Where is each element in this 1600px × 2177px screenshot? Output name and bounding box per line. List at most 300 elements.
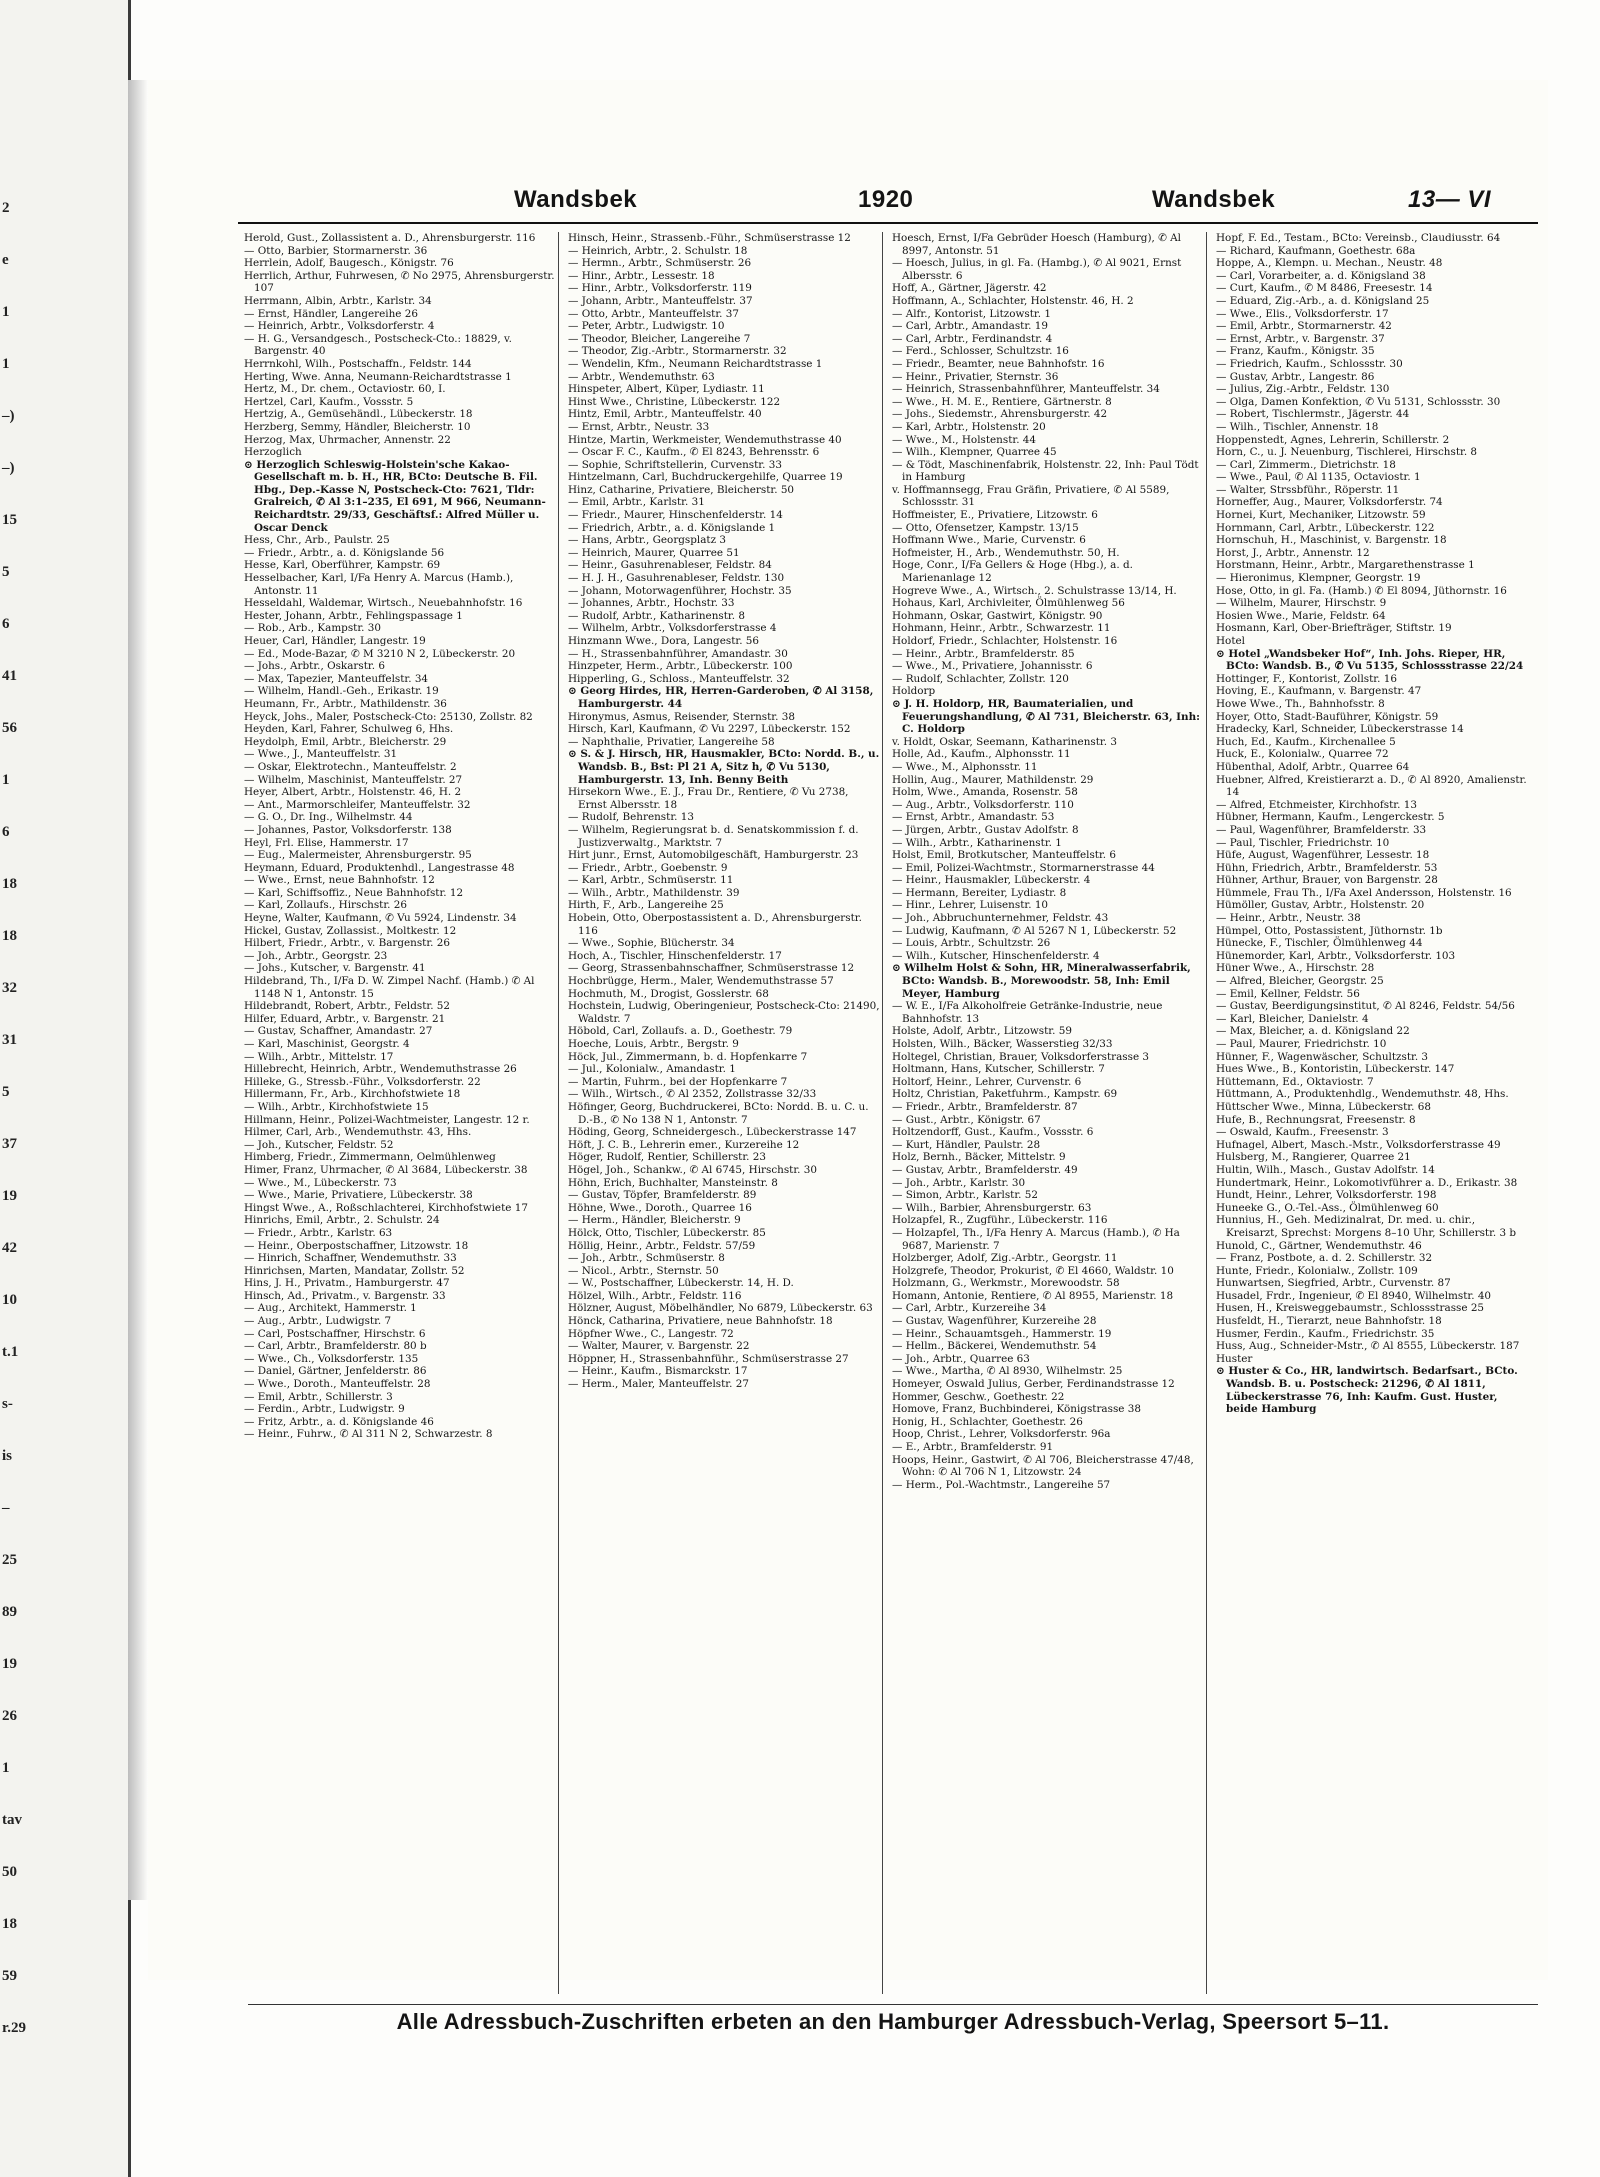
directory-entry: Herrmann, Albin, Arbtr., Karlstr. 34 [244,294,432,307]
directory-entry: — Karl, Arbtr., Holstenstr. 20 [892,420,1046,433]
directory-entry: — Heinr., Oberpostschaffner, Litzowstr. 18 [244,1239,469,1252]
directory-entry: Hinsch, Heinr., Strassenb.-Führ., Schmüserstrasse 12 [568,232,851,244]
directory-entry: — Joh., Arbtr., Georgstr. 23 [244,949,388,962]
directory-entry: — Eduard, Zig.-Arb., a. d. Königsland 25 [1216,294,1430,307]
directory-entry: Hosien Wwe., Marie, Feldstr. 64 [1216,609,1386,622]
directory-entry: Hundertmark, Heinr., Lokomotivführer a. D., Erikastr. 38 [1216,1176,1518,1189]
directory-entry: — Friedr., Beamter, neue Bahnhofstr. 16 [892,357,1105,370]
directory-entry: — Franz, Postbote, a. d. 2. Schillerstr. 32 [1216,1252,1433,1265]
directory-entry: — & Tödt, Maschinenfabrik, Holstenstr. 22, Inh: Paul Tödt in Hamburg [892,458,1199,484]
directory-entry: — Joh., Arbtr., Schmüserstr. 8 [568,1252,725,1265]
directory-entry: Hertzig, A., Gemüsehändl., Lübeckerstr. 18 [244,408,473,421]
directory-entry: Hillmann, Heinr., Polizei-Wachtmeister, Langestr. 12 r. [244,1113,530,1126]
directory-entry: — Paul, Wagenführer, Bramfelderstr. 33 [1216,823,1427,836]
directory-entry: — Otto, Ofensetzer, Kampstr. 13/15 [892,521,1079,534]
directory-entry: — Emil, Arbtr., Schillerstr. 3 [244,1390,393,1403]
directory-entry: Holdorf, Friedr., Schlachter, Holstenstr. 16 [892,635,1118,647]
directory-entry: Husfeldt, H., Tierarzt, neue Bahnhofstr. 18 [1216,1315,1442,1328]
directory-entry: — Aug., Arbtr., Volksdorferstr. 110 [892,798,1074,811]
directory-entry: Holtmann, Hans, Kutscher, Schillerstr. 7 [892,1063,1105,1076]
directory-entry: — Arbtr., Wendemuthstr. 63 [568,370,715,383]
directory-entry: Hintzelmann, Carl, Buchdruckergehilfe, Quarree 19 [568,471,843,484]
directory-entry: — Wwe., M., Lübeckerstr. 73 [244,1176,397,1189]
directory-entry: Huebner, Alfred, Kreistierarzt a. D., ✆ Al 8920, Amalienstr. 14 [1216,773,1527,799]
directory-entry: Höfinger, Georg, Buchdruckerei, BCto: Nordd. B. u. C. u. D.-B., ✆ No 138 N 1, Antonstr. 7 [568,1100,869,1126]
directory-entry: Holzgrefe, Theodor, Prokurist, ✆ El 4660, Waldstr. 10 [892,1264,1174,1277]
directory-entry: — Simon, Arbtr., Karlstr. 52 [892,1189,1038,1202]
book-gutter [128,80,148,1900]
directory-entry: Hüner Wwe., A., Hirschstr. 28 [1216,962,1375,975]
directory-entry: Holz, Bernh., Bäcker, Mittelstr. 9 [892,1151,1066,1164]
directory-entry: v. Hoffmannsegg, Frau Gräfin, Privatiere, ✆ Al 5589, Schlossstr. 31 [892,483,1170,509]
directory-entry: — Otto, Barbier, Stormarnerstr. 36 [244,244,428,257]
directory-entry: Heumann, Fr., Arbtr., Mathildenstr. 36 [244,697,447,710]
directory-entry: Hosmann, Karl, Ober-Briefträger, Stiftstr. 19 [1216,622,1452,635]
directory-entry: — Wwe., Ernst, neue Bahnhofstr. 12 [244,874,435,887]
directory-entry: — Aug., Arbtr., Ludwigstr. 7 [244,1315,392,1328]
directory-entry: Herold, Gust., Zollassistent a. D., Ahrensburgerstr. 116 [244,232,536,244]
directory-entry: — Emil, Kellner, Feldstr. 56 [1216,987,1360,1000]
directory-entry: Holtegel, Christian, Brauer, Volksdorferstrasse 3 [892,1050,1150,1063]
adjacent-page-fragment: s- [2,1396,13,1412]
directory-entry: Holste, Adolf, Arbtr., Litzowstr. 59 [892,1025,1072,1038]
directory-entry: — Heinr., Hausmakler, Lübeckerstr. 4 [892,874,1091,887]
directory-entry: Heyden, Karl, Fahrer, Schulweg 6, Hhs. [244,723,454,736]
directory-entry: Hornschuh, H., Maschinist, v. Bargenstr. 18 [1216,534,1447,547]
directory-entry: Hommer, Geschw., Goethestr. 22 [892,1390,1065,1403]
directory-entry: — Oscar F. C., Kaufm., ✆ El 8243, Behrensstr. 6 [568,446,820,459]
directory-entry: — Richard, Kaufmann, Goethestr. 68a [1216,244,1416,257]
directory-entry: Hingst Wwe., A., Roßschlachterei, Kirchhofstwiete 17 [244,1201,528,1214]
directory-entry: — Johs., Kutscher, v. Bargenstr. 41 [244,962,426,975]
directory-entry: — Hermn., Arbtr., Schmüserstr. 26 [568,257,752,270]
adjacent-page-fragment: 50 [2,1864,17,1880]
directory-entry: Hoge, Conr., I/Fa Gellers & Hoge (Hbg.), a. d. Marienanlage 12 [892,559,1133,585]
directory-entry: Hünner, F., Wagenwäscher, Schultzstr. 3 [1216,1050,1429,1063]
directory-entry: Heyer, Albert, Arbtr., Holstenstr. 46, H. 2 [244,786,462,799]
directory-entry: Holle, Ad., Kaufm., Alphonsstr. 11 [892,748,1071,761]
directory-entry: Himer, Franz, Uhrmacher, ✆ Al 3684, Lübeckerstr. 38 [244,1163,528,1176]
directory-entry: — Fritz, Arbtr., a. d. Königslande 46 [244,1415,434,1428]
directory-entry: — Wilhelm, Maurer, Hirschstr. 9 [1216,597,1387,610]
directory-entry: — Wilh., Kutscher, Hinschenfelderstr. 4 [892,949,1100,962]
directory-entry: — Walter, Maurer, v. Bargenstr. 22 [568,1340,750,1353]
adjacent-page-fragment: 19 [2,1188,17,1204]
adjacent-page-fragment: 32 [2,980,17,996]
directory-entry: Höhn, Erich, Buchhalter, Mansteinstr. 8 [568,1176,778,1189]
directory-entry: — Heinrich, Maurer, Quarree 51 [568,546,740,559]
directory-entry: — Heinr., Kaufm., Bismarckstr. 17 [568,1365,748,1378]
directory-entry: Hesselbacher, Karl, I/Fa Henry A. Marcus (Hamb.), Antonstr. 11 [244,572,514,597]
directory-entry: — Ant., Marmorschleifer, Manteuffelstr. 32 [244,798,471,811]
directory-entry: Holdorp [892,685,936,698]
adjacent-page-fragment: 1 [2,304,10,320]
directory-entry: — Gustav, Arbtr., Langestr. 86 [1216,370,1375,383]
directory-entry: — Emil, Arbtr., Karlstr. 31 [568,496,705,509]
directory-entry: — Louis, Arbtr., Schultzstr. 26 [892,937,1051,950]
directory-entry: — Hinrich, Schaffner, Wendemuthstr. 33 [244,1252,457,1265]
directory-entry: — Ernst, Arbtr., Amandastr. 53 [892,811,1055,824]
directory-columns [242,232,1538,1994]
adjacent-page-fragment: r.29 [2,2020,27,2036]
directory-entry: Hölck, Otto, Tischler, Lübeckerstr. 85 [568,1226,766,1239]
directory-entry: — Wilh., Arbtr., Mathildenstr. 39 [568,886,740,899]
directory-entry: Hunte, Friedr., Kolonialw., Zollstr. 109 [1216,1264,1418,1277]
directory-entry: Herzoglich [244,446,302,459]
directory-entry: — Carl, Postschaffner, Hirschstr. 6 [244,1327,426,1340]
adjacent-page-fragment: 10 [2,1292,17,1308]
directory-entry: Hümmele, Frau Th., I/Fa Axel Andersson, Holstenstr. 16 [1216,886,1512,899]
directory-entry: — Walter, Strssbführ., Röperstr. 11 [1216,483,1400,496]
page-number: 13— VI [1408,186,1492,213]
directory-entry: — Carl, Vorarbeiter, a. d. Königsland 38 [1216,269,1426,282]
directory-entry: Huster [1216,1352,1253,1365]
adjacent-page-fragment: 6 [2,824,10,840]
directory-entry: — Gustav, Töpfer, Bramfelderstr. 89 [568,1189,757,1202]
directory-entry: — Hinr., Arbtr., Volksdorferstr. 119 [568,282,752,295]
directory-entry: — Curt, Kaufm., ✆ M 8486, Freesestr. 14 [1216,282,1433,295]
directory-entry: — Heinrich, Arbtr., Volksdorferstr. 4 [244,320,435,333]
directory-entry: — Wilhelm, Maschinist, Manteuffelstr. 27 [244,773,463,786]
directory-entry: Höck, Jul., Zimmermann, b. d. Hopfenkarre 7 [568,1050,808,1063]
directory-entry: Hufe, B., Rechnungsrat, Freesenstr. 8 [1216,1113,1416,1126]
directory-entry: Hohmann, Heinr., Arbtr., Schwarzestr. 11 [892,622,1111,635]
directory-entry: Himberg, Friedr., Zimmermann, Oelmühlenweg [244,1151,496,1164]
directory-entry: Heydolph, Emil, Arbtr., Bleicherstr. 29 [244,735,447,748]
directory-entry: Hironymus, Asmus, Reisender, Sternstr. 38 [568,710,795,723]
directory-entry: Hoop, Christ., Lehrer, Volksdorferstr. 96a [892,1428,1111,1441]
directory-entry: Heyl, Frl. Elise, Hammerstr. 17 [244,836,409,849]
directory-entry: — Wwe., Paul, ✆ Al 1135, Octaviostr. 1 [1216,471,1421,484]
directory-entry: — Emil, Arbtr., Stormarnerstr. 42 [1216,320,1392,333]
directory-entry: Hildebrandt, Robert, Arbtr., Feldstr. 52 [244,1000,451,1013]
directory-entry: — Naphthalie, Privatier, Langereihe 58 [568,735,775,748]
adjacent-page-fragment: 18 [2,876,17,892]
adjacent-page-fragment: tav [2,1812,22,1828]
directory-entry: — H. J. H., Gasuhrenableser, Feldstr. 130 [568,572,785,585]
directory-entry: — Theodor, Bleicher, Langereihe 7 [568,332,751,345]
directory-entry: — Johs., Arbtr., Oskarstr. 6 [244,660,385,673]
adjacent-page-fragment: 1 [2,356,10,372]
directory-entry: — Friedr., Arbtr., Bramfelderstr. 87 [892,1100,1078,1113]
directory-entry: Herrlein, Adolf, Baugesch., Königstr. 76 [244,257,454,270]
footer-notice: Alle Adressbuch-Zuschriften erbeten an den Hamburger Adressbuch-Verlag, Speersort 5–11. [248,2004,1538,2039]
directory-entry: — Aug., Architekt, Hammerstr. 1 [244,1302,417,1315]
directory-entry: — Gust., Arbtr., Königstr. 67 [892,1113,1041,1126]
directory-entry: — Wwe., J., Manteuffelstr. 31 [244,748,398,761]
directory-entry: — Gustav, Arbtr., Bramfelderstr. 49 [892,1163,1078,1176]
directory-entry: Höft, J. C. B., Lehrerin emer., Kurzereihe 12 [568,1138,800,1151]
directory-entry: — Max, Tapezier, Manteuffelstr. 34 [244,672,429,685]
directory-entry: Hübner, Hermann, Kaufm., Lengerckestr. 5 [1216,811,1445,824]
directory-entry: — Rudolf, Behrenstr. 13 [568,811,694,824]
directory-entry: Homeyer, Oswald Julius, Gerber, Ferdinandstrasse 12 [892,1378,1175,1391]
directory-entry: Hottinger, F., Kontorist, Zollstr. 16 [1216,672,1397,685]
directory-entry: Heyck, Johs., Maler, Postscheck-Cto: 25130, Zollstr. 82 [244,710,533,723]
directory-entry: Hues Wwe., B., Kontoristin, Lübeckerstr. 147 [1216,1063,1455,1076]
directory-entry: — Heinrich, Arbtr., 2. Schulstr. 18 [568,244,748,257]
directory-entry: Högel, Joh., Schankw., ✆ Al 6745, Hirschstr. 30 [568,1163,817,1176]
directory-entry: Hins, J. H., Privatm., Hamburgerstr. 47 [244,1277,450,1290]
directory-entry: — Ernst, Arbtr., v. Bargenstr. 37 [1216,332,1385,345]
directory-entry: — Wilh., Arbtr., Mittelstr. 17 [244,1050,394,1063]
directory-entry: — Wwe., Marie, Privatiere, Lübeckerstr. 38 [244,1189,473,1202]
directory-entry: — Herm., Maler, Manteuffelstr. 27 [568,1378,749,1391]
directory-entry: Hoch, A., Tischler, Hinschenfelderstr. 17 [568,949,782,962]
directory-entry: Hess, Chr., Arb., Paulstr. 25 [244,534,390,547]
directory-entry: ⊙ Herzoglich Schleswig-Holstein'sche Kakao-Gesellschaft m. b. H., HR, BCto: Deutsche B. Fil. Hbg., Dep.-Kasse N, Postscheck-Cto: 7621, Tldr: Gralreich, ✆ Al 3:1–235, El 691, M 966, Neumann-Reichardtstr. 29/33, Geschäftsf.: Alfred Müller u. Oscar Denck [244,458,546,534]
directory-entry: Hinrichs, Emil, Arbtr., 2. Schulstr. 24 [244,1214,440,1227]
directory-entry: Hundt, Heinr., Lehrer, Volksdorferstr. 198 [1216,1189,1437,1202]
directory-entry: Herting, Wwe. Anna, Neumann-Reichardtstrasse 1 [244,370,512,383]
directory-entry: — Ernst, Arbtr., Neustr. 33 [568,420,710,433]
directory-entry: — Herm., Händler, Bleicherstr. 9 [568,1214,741,1227]
directory-entry: Horneffer, Aug., Maurer, Volksdorferstr. 74 [1216,496,1443,509]
directory-entry: — Wilh., Barbier, Ahrensburgerstr. 63 [892,1201,1092,1214]
directory-entry: — Kurt, Händler, Paulstr. 28 [892,1138,1041,1151]
directory-entry: Hümöller, Gustav, Arbtr., Holstenstr. 20 [1216,899,1425,912]
directory-entry: — Hans, Arbtr., Georgsplatz 3 [568,534,726,547]
directory-entry: — Rudolf, Arbtr., Katharinenstr. 8 [568,609,745,622]
directory-entry: Hradecky, Karl, Schneider, Lübeckerstrasse 14 [1216,723,1464,736]
directory-entry: — Carl, Zimmerm., Dietrichstr. 18 [1216,458,1396,471]
directory-entry: Hünemorder, Karl, Arbtr., Volksdorferstr. 103 [1216,949,1456,962]
adjacent-page-fragment: 89 [2,1604,17,1620]
directory-entry: — Olga, Damen Konfektion, ✆ Vu 5131, Schlossstr. 30 [1216,395,1501,408]
directory-entry: — Rob., Arb., Kampstr. 30 [244,622,381,635]
directory-entry: — Peter, Arbtr., Ludwigstr. 10 [568,320,725,333]
directory-entry: ⊙ J. H. Holdorp, HR, Baumaterialien, und Feuerungshandlung, ✆ Al 731, Bleicherstr. 63, Inh: C. Holdorp [892,697,1200,736]
directory-entry: — Herm., Pol.-Wachtmstr., Langereihe 57 [892,1478,1111,1491]
directory-entry: Hinzpeter, Herm., Arbtr., Lübeckerstr. 100 [568,660,793,673]
directory-entry: Hofmeister, H., Arb., Wendemuthstr. 50, H. [892,546,1120,559]
directory-entry: Howe Wwe., Th., Bahnhofsstr. 8 [1216,697,1385,710]
directory-entry: Hintze, Martin, Werkmeister, Wendemuthstrasse 40 [568,433,842,446]
directory-entry: — Daniel, Gärtner, Jenfelderstr. 86 [244,1365,427,1378]
directory-entry: Hilbert, Friedr., Arbtr., v. Bargenstr. 26 [244,937,451,950]
directory-entry: Holzberger, Adolf, Zig.-Arbtr., Georgstr. 11 [892,1252,1118,1265]
directory-entry: ⊙ S. & J. Hirsch, HR, Hausmakler, BCto: Nordd. B., u. Wandsb. B., Bst: Pl 21 A, Sitz h, ✆ Vu 5130, Hamburgerstr. 13, Inh. Benny Beith [568,748,880,786]
directory-entry: — Johannes, Arbtr., Hochstr. 33 [568,597,735,610]
directory-entry: — Franz, Kaufm., Königstr. 35 [1216,345,1375,358]
directory-entry: Hunnius, H., Geh. Medizinalrat, Dr. med. u. chir., Kreisarzt, Sprechst: Morgens 8–10 Uhr, Schillerstr. 3 b [1216,1214,1517,1239]
directory-entry: — Karl, Arbtr., Schmüserstr. 11 [568,874,734,887]
directory-entry: — Friedr., Arbtr., Karlstr. 63 [244,1226,393,1239]
directory-entry: — Wilh., Arbtr., Katharinenstr. 1 [892,836,1062,849]
directory-entry: Hoff, A., Gärtner, Jägerstr. 42 [892,282,1047,295]
directory-entry: — G. O., Dr. Ing., Wilhelmstr. 44 [244,811,413,824]
directory-entry: Holsten, Wilh., Bäcker, Wasserstieg 32/33 [892,1038,1113,1050]
directory-entry: — Johann, Arbtr., Manteuffelstr. 37 [568,294,753,307]
directory-entry: — Wilh., Klempner, Quarree 45 [892,446,1057,459]
directory-entry: Hirsekorn Wwe., E. J., Frau Dr., Rentiere, ✆ Vu 2738, Ernst Albersstr. 18 [568,786,849,811]
directory-entry: Holm, Wwe., Amanda, Rosenstr. 58 [892,786,1078,799]
directory-entry: — Wilhelm, Arbtr., Volksdorferstrasse 4 [568,622,777,635]
directory-entry: — Wendelin, Kfm., Neumann Reichardtstrasse 1 [568,357,823,370]
adjacent-page-fragment: 59 [2,1968,17,1984]
directory-entry: Hoesch, Ernst, I/Fa Gebrüder Hoesch (Hamburg), ✆ Al 8997, Antonstr. 51 [892,232,1181,257]
directory-entry: — Carl, Arbtr., Bramfelderstr. 80 b [244,1340,427,1353]
directory-entry: Holtorf, Heinr., Lehrer, Curvenstr. 6 [892,1075,1082,1088]
adjacent-page-fragment: 6 [2,616,10,632]
directory-entry: Hölzel, Wilh., Arbtr., Feldstr. 116 [568,1289,742,1302]
directory-entry: Holtz, Christian, Paketfuhrm., Kampstr. 69 [892,1088,1118,1101]
directory-entry: Huss, Aug., Schneider-Mstr., ✆ Al 8555, Lübeckerstr. 187 [1216,1340,1520,1353]
directory-entry: — Heinr., Privatier, Sternstr. 36 [892,370,1059,383]
directory-entry: — Wilhelm, Regierungsrat b. d. Senatskommission f. d. Justizverwaltg., Marktstr. 7 [568,823,859,849]
directory-entry: — Gustav, Wagenführer, Kurzereihe 28 [892,1315,1097,1328]
directory-entry: Hoops, Heinr., Gastwirt, ✆ Al 706, Bleicherstrasse 47/48, Wohn: ✆ Al 706 N 1, Litzowstr. 24 [892,1453,1194,1479]
directory-entry: — Wilh., Tischler, Annenstr. 18 [1216,420,1379,433]
adjacent-page-fragment: –) [2,408,15,424]
directory-entry: Heuer, Carl, Händler, Langestr. 19 [244,635,426,647]
directory-entry: — Friedr., Arbtr., Goebenstr. 9 [568,861,728,874]
directory-entry: — Emil, Polizei-Wachtmstr., Stormarnerstrasse 44 [892,861,1155,874]
directory-entry: Hotel [1216,635,1245,647]
directory-entry: — Rudolf, Schlachter, Zollstr. 120 [892,672,1069,685]
directory-entry: — Ferd., Schlosser, Schultzstr. 16 [892,345,1069,358]
directory-entry: Hühn, Friedrich, Arbtr., Bramfelderstr. 53 [1216,861,1438,874]
directory-entry: Hinzmann Wwe., Dora, Langestr. 56 [568,635,760,647]
directory-entry: Hochbrügge, Herm., Maler, Wendemuthstrasse 57 [568,975,834,988]
directory-entry: Hobein, Otto, Oberpostassistent a. D., Ahrensburgerstr. 116 [568,912,862,937]
directory-entry: Hohmann, Oskar, Gastwirt, Königstr. 90 [892,609,1103,622]
directory-entry: — Alfred, Bleicher, Georgstr. 25 [1216,975,1384,988]
directory-entry: — Robert, Tischlermstr., Jägerstr. 44 [1216,408,1410,421]
directory-entry: — Wwe., Ch., Volksdorferstr. 135 [244,1352,419,1365]
adjacent-page-fragment: 5 [2,564,10,580]
directory-entry: v. Holdt, Oskar, Seemann, Katharinenstr. 3 [892,735,1117,748]
directory-entry: Huch, Ed., Kaufm., Kirchenallee 5 [1216,735,1396,748]
directory-entry: — Hieronimus, Klempner, Georgstr. 19 [1216,572,1421,585]
directory-entry: Hesse, Karl, Oberführer, Kampstr. 69 [244,559,441,572]
directory-entry: — Sophie, Schriftstellerin, Curvenstr. 33 [568,458,782,471]
directory-entry: — Wilh., Wirtsch., ✆ Al 2352, Zollstrasse 32/33 [568,1088,817,1101]
adjacent-page-edge [0,0,131,2177]
adjacent-page-fragment: 19 [2,1656,17,1672]
directory-entry: — Wwe., Doroth., Manteuffelstr. 28 [244,1378,431,1391]
adjacent-page-fragment: 42 [2,1240,17,1256]
directory-entry: — Julius, Zig.-Arbtr., Feldstr. 130 [1216,383,1390,396]
directory-entry: — Alfred, Etchmeister, Kirchhofstr. 13 [1216,798,1417,811]
directory-entry: — Hinr., Lehrer, Luisenstr. 10 [892,899,1049,912]
directory-entry: — Alfr., Kontorist, Litzowstr. 1 [892,307,1051,320]
adjacent-page-fragment: 25 [2,1552,17,1568]
directory-entry: Hüttscher Wwe., Minna, Lübeckerstr. 68 [1216,1100,1431,1113]
directory-entry: — Karl, Maschinist, Georgstr. 4 [244,1038,410,1050]
directory-entry: Hornei, Kurt, Mechaniker, Litzowstr. 59 [1216,509,1426,522]
directory-entry: Hinst Wwe., Christine, Lübeckerstr. 122 [568,395,781,408]
column-2 [566,232,883,1994]
directory-entry: Hilfer, Eduard, Arbtr., v. Bargenstr. 21 [244,1012,446,1025]
adjacent-page-fragment: 2 [2,200,10,216]
directory-entry: Höllig, Heinr., Arbtr., Feldstr. 57/59 [568,1239,756,1252]
directory-entry: — Ed., Mode-Bazar, ✆ M 3210 N 2, Lübeckerstr. 20 [244,647,516,660]
directory-entry: — Johs., Siedemstr., Ahrensburgerstr. 42 [892,408,1108,421]
directory-entry: Hulsberg, M., Rangierer, Quarree 21 [1216,1151,1411,1164]
directory-entry: Höbold, Carl, Zollaufs. a. D., Goethestr. 79 [568,1025,793,1038]
directory-entry: Hinz, Catharine, Privatiere, Bleicherstr. 50 [568,483,795,496]
directory-entry: — Oskar, Elektrotechn., Manteuffelstr. 2 [244,760,457,773]
directory-entry: Hoffmann, A., Schlachter, Holstenstr. 46, H. 2 [892,294,1134,307]
adjacent-page-fragment: –) [2,460,15,476]
adjacent-page-fragment: 37 [2,1136,17,1152]
page-header [238,182,1538,224]
directory-entry: Hüttemann, Ed., Oktaviostr. 7 [1216,1075,1374,1088]
directory-entry: — Nicol., Arbtr., Sternstr. 50 [568,1264,719,1277]
directory-entry: Hillebrecht, Heinrich, Arbtr., Wendemuthstrasse 26 [244,1063,517,1076]
directory-entry: Hümpel, Otto, Postassistent, Jüthornstr. 1b [1216,924,1443,937]
adjacent-page-fragment: 31 [2,1032,17,1048]
directory-entry: — Wwe., Martha, ✆ Al 8930, Wilhelmstr. 25 [892,1365,1123,1378]
directory-entry: — Jul., Kolonialw., Amandastr. 1 [568,1063,736,1076]
directory-entry: Höding, Georg, Schneidergesch., Lübeckerstrasse 147 [568,1126,857,1139]
directory-entry: Hoyer, Otto, Stadt-Bauführer, Königstr. 59 [1216,710,1439,723]
directory-entry: Hirt junr., Ernst, Automobilgeschäft, Hamburgerstr. 23 [568,849,859,862]
directory-entry: Hertz, M., Dr. chem., Octaviostr. 60, I. [244,383,446,396]
directory-entry: ⊙ Wilhelm Holst & Sohn, HR, Mineralwasserfabrik, BCto: Wandsb. B., Morewoodstr. 58, Inh: Emil Meyer, Hamburg [892,962,1191,1000]
directory-entry: Husadel, Frdr., Ingenieur, ✆ El 8940, Wilhelmstr. 40 [1216,1289,1492,1302]
directory-entry: Hertzel, Carl, Kaufm., Vossstr. 5 [244,395,414,408]
directory-entry: — Gustav, Beerdigungsinstitut, ✆ Al 8246, Feldstr. 54/56 [1216,1000,1515,1013]
directory-entry: Hopf, F. Ed., Testam., BCto: Vereinsb., Claudiusstr. 64 [1216,232,1501,244]
directory-entry: Hühner, Arthur, Brauer, von Bargenstr. 28 [1216,874,1438,887]
directory-entry: — Wwe., Sophie, Blücherstr. 34 [568,937,735,950]
directory-entry: Hohaus, Karl, Archivleiter, Ölmühlenweg 56 [892,597,1125,610]
directory-entry: Horstmann, Heinr., Arbtr., Margarethenstrasse 1 [1216,559,1475,572]
adjacent-page-fragment: is [2,1448,13,1464]
directory-entry: — Karl, Zollaufs., Hirschstr. 26 [244,899,407,912]
directory-entry: Holst, Emil, Brotkutscher, Manteuffelstr. 6 [892,849,1117,862]
directory-entry: Homann, Antonie, Rentiere, ✆ Al 8955, Marienstr. 18 [892,1289,1174,1302]
directory-entry: — Ludwig, Kaufmann, ✆ Al 5267 N 1, Lübeckerstr. 52 [892,924,1177,937]
directory-entry: — Hermann, Bereiter, Lydiastr. 8 [892,886,1067,899]
directory-entry: — Jürgen, Arbtr., Gustav Adolfstr. 8 [892,823,1079,836]
directory-entry: Hinspeter, Albert, Küper, Lydiastr. 11 [568,383,765,396]
adjacent-page-fragment: 26 [2,1708,17,1724]
directory-entry: — W., Postschaffner, Lübeckerstr. 14, H. D. [568,1277,794,1290]
adjacent-page-fragment: 1 [2,772,10,788]
directory-entry: Herrnkohl, Wilh., Postschaffn., Feldstr. 144 [244,357,472,370]
directory-entry: Huneeke G., O.-Tel.-Ass., Ölmühlenweg 60 [1216,1201,1439,1214]
directory-entry: Hirth, F., Arb., Langereihe 25 [568,899,724,912]
directory-entry: Honig, H., Schlachter, Goethestr. 26 [892,1415,1083,1428]
directory-entry: Hickel, Gustav, Zollassist., Moltkestr. 12 [244,924,457,937]
directory-entry: Hinsch, Ad., Privatm., v. Bargenstr. 33 [244,1289,446,1302]
directory-entry: Heyne, Walter, Kaufmann, ✆ Vu 5924, Lindenstr. 34 [244,912,517,925]
directory-entry: — Heinr., Schauamtsgeh., Hammerstr. 19 [892,1327,1112,1340]
directory-entry: Hornmann, Carl, Arbtr., Lübeckerstr. 122 [1216,521,1435,534]
directory-entry: Horst, J., Arbtr., Annenstr. 12 [1216,546,1370,559]
directory-entry: — Joh., Abbruchunternehmer, Feldstr. 43 [892,912,1109,925]
directory-entry: — Theodor, Zig.-Arbtr., Stormarnerstr. 32 [568,345,787,358]
directory-entry: — Wwe., Elis., Volksdorferstr. 17 [1216,307,1389,320]
directory-entry: — Joh., Kutscher, Feldstr. 52 [244,1138,394,1151]
directory-entry: Höhne, Wwe., Doroth., Quarree 16 [568,1201,752,1214]
directory-entry: — Wwe., H. M. E., Rentiere, Gärtnerstr. 8 [892,395,1112,408]
directory-entry: Holtzendorff, Gust., Kaufm., Vossstr. 6 [892,1126,1094,1139]
directory-entry: — Oswald, Kaufm., Freesenstr. 3 [1216,1126,1389,1139]
directory-entry: ⊙ Hotel „Wandsbeker Hof“, Inh. Johs. Rieper, HR, BCto: Wandsb. B., ✆ Vu 5135, Schlossstrasse 22/24 [1216,647,1524,673]
directory-entry: Hunold, C., Gärtner, Wendemuthstr. 46 [1216,1239,1422,1252]
adjacent-page-fragment: 18 [2,1916,17,1932]
directory-entry: Herrlich, Arthur, Fuhrwesen, ✆ No 2975, Ahrensburgerstr. 107 [244,269,555,295]
directory-entry: — Joh., Arbtr., Karlstr. 30 [892,1176,1026,1189]
directory-entry: Hufnagel, Albert, Masch.-Mstr., Volksdorferstrasse 49 [1216,1138,1501,1151]
adjacent-page-fragment: 56 [2,720,17,736]
adjacent-page-fragment: e [2,252,9,268]
directory-entry: Huck, E., Kolonialw., Quarree 72 [1216,748,1389,761]
